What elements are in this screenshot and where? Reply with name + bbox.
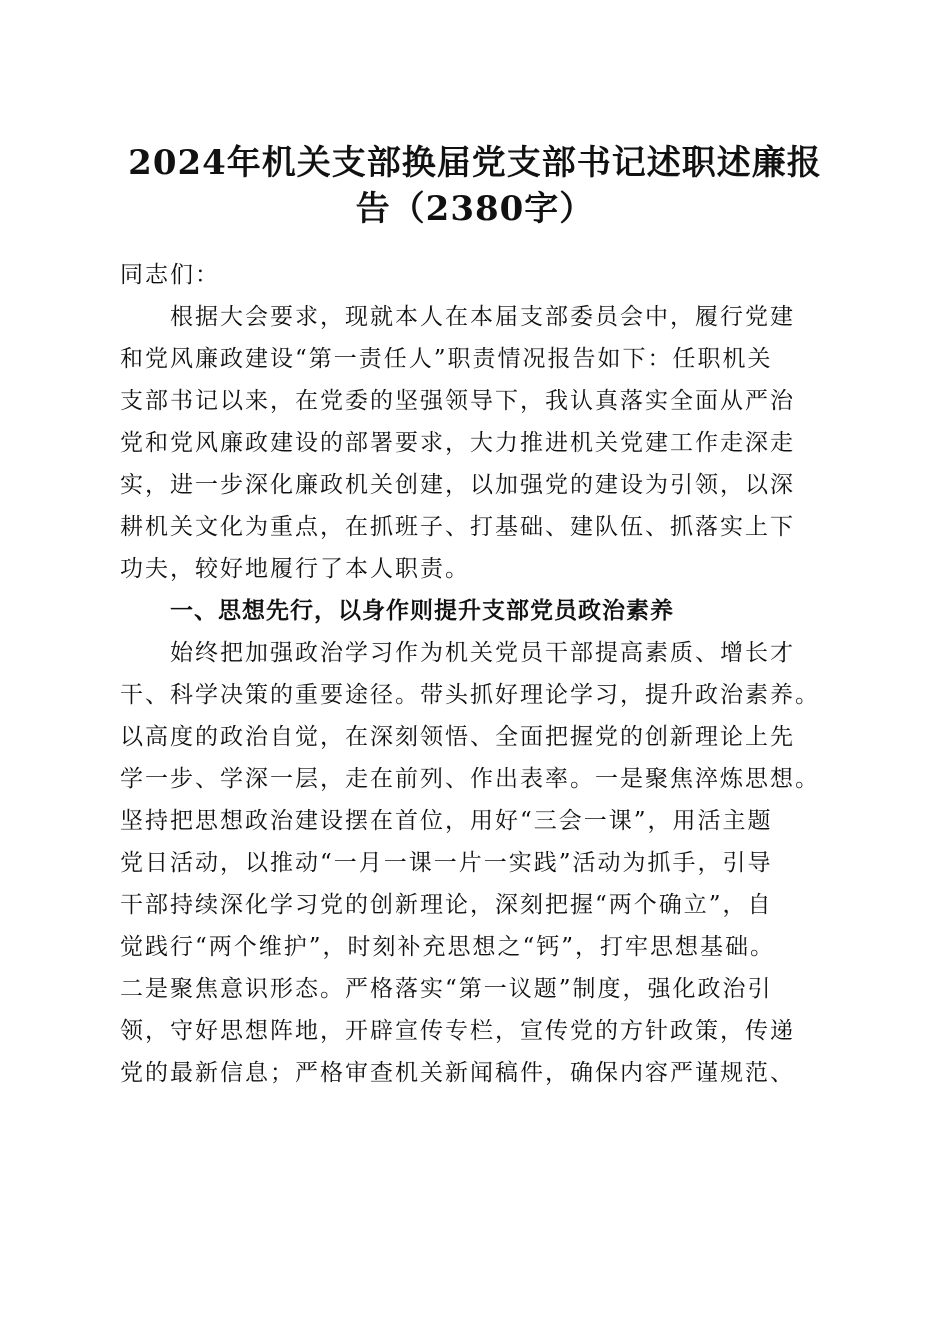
paragraph-line: 始终把加强政治学习作为机关党员干部提高素质、增长才 <box>170 640 795 666</box>
paragraph-line: 觉践行“两个维护”，时刻补充思想之“钙”，打牢思想基础。 <box>120 934 776 960</box>
document-title <box>110 140 840 232</box>
paragraph-line: 支部书记以来，在党委的坚强领导下，我认真落实全面从严治 <box>120 388 795 414</box>
paragraph-line: 和党风廉政建设“第一责任人”职责情况报告如下：任职机关 <box>120 346 773 372</box>
document-body <box>120 254 840 1094</box>
paragraph-line: 功夫，较好地履行了本人职责。 <box>120 556 470 582</box>
paragraph-line: 实，进一步深化廉政机关创建，以加强党的建设为引领，以深 <box>120 472 795 498</box>
paragraph-line: 根据大会要求，现就本人在本届支部委员会中，履行党建 <box>170 304 795 330</box>
paragraph-line: 二是聚焦意识形态。严格落实“第一议题”制度，强化政治引 <box>120 976 773 1002</box>
paragraph-line: 领，守好思想阵地，开辟宣传专栏，宣传党的方针政策，传递 <box>120 1018 795 1044</box>
salutation: 同志们： <box>120 262 220 288</box>
paragraph-line: 坚持把思想政治建设摆在首位，用好“三会一课”，用活主题 <box>120 808 773 834</box>
title-line: 告（2380字） <box>355 189 595 229</box>
paragraph-line: 党日活动，以推动“一月一课一片一实践”活动为抓手，引导 <box>120 850 773 876</box>
paragraph-line: 党的最新信息；严格审查机关新闻稿件，确保内容严谨规范、 <box>120 1060 795 1086</box>
paragraph-line: 党和党风廉政建设的部署要求，大力推进机关党建工作走深走 <box>120 430 795 456</box>
paragraph-line: 学一步、学深一层，走在前列、作出表率。一是聚焦淬炼思想。 <box>120 766 820 792</box>
title-line: 2024年机关支部换届党支部书记述职述廉报 <box>128 143 822 183</box>
paragraph-line: 以高度的政治自觉，在深刻领悟、全面把握党的创新理论上先 <box>120 724 795 750</box>
paragraph-line: 干部持续深化学习党的创新理论，深刻把握“两个确立”，自 <box>120 892 773 918</box>
section-heading: 一、思想先行，以身作则提升支部党员政治素养 <box>170 598 674 624</box>
paragraph-line: 耕机关文化为重点，在抓班子、打基础、建队伍、抓落实上下 <box>120 514 795 540</box>
paragraph-line: 干、科学决策的重要途径。带头抓好理论学习，提升政治素养。 <box>120 682 820 708</box>
